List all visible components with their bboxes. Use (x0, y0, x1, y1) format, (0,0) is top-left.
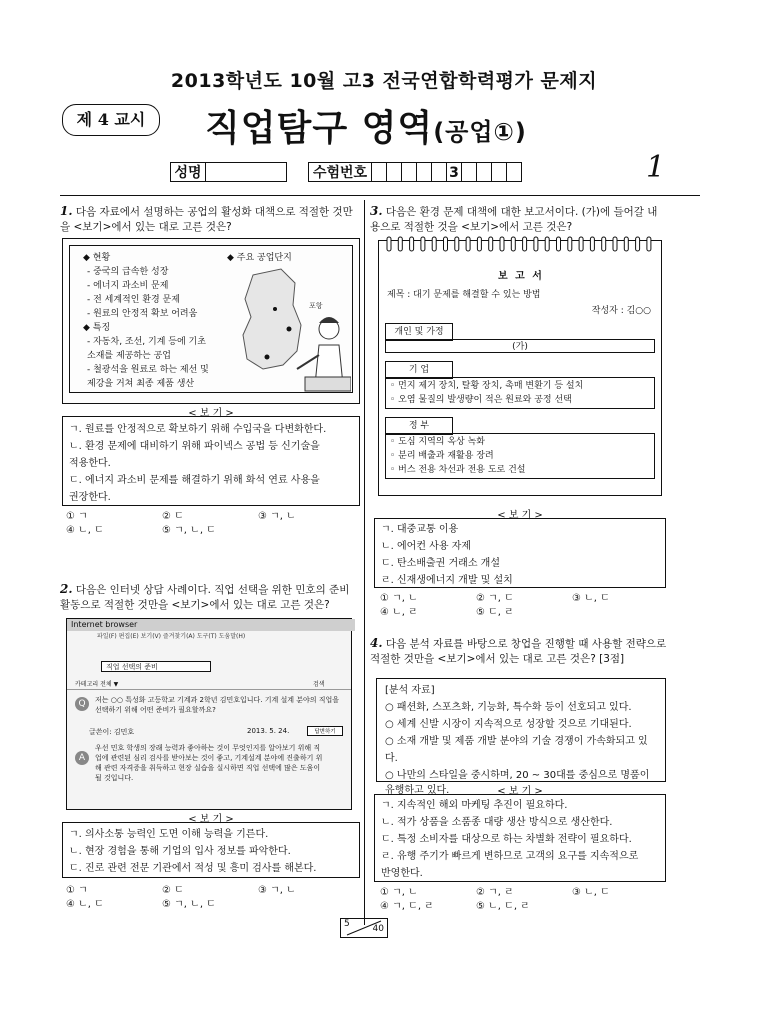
spiral-ring (557, 237, 561, 251)
q3-bogi-item: ㄱ. 대중교통 이용 (381, 524, 459, 535)
spiral-ring (410, 237, 414, 251)
q1-choices (66, 510, 362, 538)
q3-text-line2: 용으로 적절한 것을 <보기>에서 고른 것은? (370, 221, 573, 233)
board-status-item: - 중국의 급속한 성장 (87, 267, 169, 277)
exam-no-cell[interactable] (416, 162, 432, 182)
exam-no-cell[interactable] (491, 162, 507, 182)
analysis-item: ○ 세계 신발 시장이 지속적으로 성장할 것으로 기대된다. (385, 719, 632, 730)
q4-bogi-item: ㄱ. 지속적인 해외 마케팅 추진이 필요하다. (381, 800, 568, 811)
spiral-binding (379, 235, 663, 255)
browser-separator (67, 689, 351, 690)
analysis-title: [분석 자료] (385, 685, 435, 696)
analysis-item: 유행하고 있다. (385, 785, 450, 796)
spiral-ring (568, 237, 572, 251)
q3-choice[interactable]: ⑤ ㄷ, ㄹ (476, 607, 514, 618)
government-item: ◦ 분리 배출과 재활용 장려 (390, 451, 494, 461)
exam-title: 2013학년도 10월 고3 전국연합학력평가 문제지 (170, 70, 598, 92)
column-divider (364, 200, 365, 925)
name-exam-row (170, 162, 522, 182)
page-total: 40 (372, 924, 384, 934)
q4-bogi-box (374, 794, 666, 882)
section-tab-personal: 개인 및 가정 (385, 323, 453, 341)
exam-no-cell[interactable] (461, 162, 477, 182)
q4-text-line2: 적절한 것만을 <보기>에서 있는 대로 고른 것은? [3점] (370, 653, 625, 665)
q1-choice[interactable]: ⑤ ㄱ, ㄴ, ㄷ (162, 525, 216, 536)
spiral-ring (602, 237, 606, 251)
q3-number: 3. (370, 204, 383, 218)
q1-choice[interactable]: ③ ㄱ, ㄴ (258, 511, 296, 522)
board-status-item: - 원료의 안정적 확보 어려움 (87, 309, 198, 319)
spiral-ring (398, 237, 402, 251)
spiral-ring (421, 237, 425, 251)
q2-bogi-heading: < 보 기 > (188, 814, 234, 825)
report-subject: 제목 : 대기 문제를 해결할 수 있는 방법 (387, 290, 541, 300)
board-feature-item: 제강을 거쳐 최종 제품 생산 (87, 379, 195, 389)
page-number: 1 (646, 150, 666, 185)
q3-bogi-item: ㄹ. 신재생에너지 개발 및 설치 (381, 575, 513, 586)
q1-number: 1. (60, 204, 73, 218)
q4-bogi-item: ㄴ. 적가 상품을 소품종 대량 생산 방식으로 생산한다. (381, 817, 613, 828)
q1-bogi-item: ㄷ. 에너지 과소비 문제를 해결하기 위해 화석 연료 사용을 (69, 475, 320, 486)
browser-search-button[interactable]: 검색 (313, 681, 325, 688)
q4-choice[interactable]: ② ㄱ, ㄹ (476, 887, 514, 898)
spiral-ring (523, 237, 527, 251)
q2-text-line2: 활동으로 적절한 것만을 <보기>에서 있는 대로 고른 것은? (60, 599, 330, 611)
analysis-item: ○ 패션화, 스포츠화, 기능화, 특수화 등이 선호되고 있다. (385, 702, 632, 713)
q3-bogi-box (374, 518, 666, 588)
q2-choice[interactable]: ② ㄷ (162, 885, 184, 896)
browser-menu: 파일(F) 편집(E) 보기(V) 즐겨찾기(A) 도구(T) 도움말(H) (97, 633, 246, 640)
q3-bogi-heading: < 보 기 > (497, 510, 543, 521)
q2-choices (66, 884, 362, 912)
browser-question: 저는 ○○ 특성화 고등학교 기계과 2학년 김민호입니다. 기계 설계 분야의 직업을 선택하기 위해 어떤 준비가 필요할까요? (95, 696, 340, 714)
report-author: 작성자 : 김○○ (591, 306, 651, 316)
board-status-item: - 전 세계적인 환경 문제 (87, 295, 180, 305)
q3-choice[interactable]: ② ㄱ, ㄷ (476, 593, 514, 604)
exam-no-cell[interactable] (506, 162, 522, 182)
spiral-ring (466, 237, 470, 251)
company-item: ◦ 먼지 제거 장치, 탈황 장치, 촉매 변환기 등 설치 (390, 381, 584, 391)
q2-choice[interactable]: ① ㄱ (66, 885, 88, 896)
exam-no-cell[interactable] (401, 162, 417, 182)
q2-text-line1: 다음은 인터넷 상담 사례이다. 직업 선택을 위한 민호의 준비 (75, 584, 350, 596)
q1-choice[interactable]: ④ ㄴ, ㄷ (66, 525, 104, 536)
q1-choice[interactable]: ② ㄷ (162, 511, 184, 522)
analysis-item: ○ 소재 개발 및 제품 개발 분야의 기술 경쟁이 가속화되고 있다. (385, 736, 648, 764)
board-map-title: ◆ 주요 공업단지 (227, 253, 292, 263)
q1-board-image (62, 238, 360, 404)
q1-stem (60, 204, 360, 235)
q1-bogi-box (62, 416, 360, 506)
board-feature-item: - 철광석을 원료로 하는 제선 및 (87, 365, 209, 375)
spiral-ring (511, 237, 515, 251)
subject-sub: (공업①) (433, 118, 527, 146)
spiral-ring (624, 237, 628, 251)
spiral-ring (444, 237, 448, 251)
analysis-item: ○ 나만의 스타일을 중시하며, 20 ~ 30대를 중심으로 명품이 (385, 770, 650, 781)
browser-category[interactable]: 카테고리 전체 ▼ (75, 681, 119, 688)
q4-choice[interactable]: ⑤ ㄴ, ㄷ, ㄹ (476, 901, 530, 912)
spiral-ring (636, 237, 640, 251)
q4-number: 4. (370, 636, 383, 650)
q3-choice[interactable]: ③ ㄴ, ㄷ (572, 593, 610, 604)
answer-icon: A (75, 751, 89, 765)
question-icon: Q (75, 697, 89, 711)
report-title: 보 고 서 (498, 271, 544, 282)
spiral-ring (647, 237, 651, 251)
q4-choices (380, 886, 680, 914)
q4-choice[interactable]: ① ㄱ, ㄴ (380, 887, 418, 898)
q1-text-line2: 을 <보기>에서 있는 대로 고른 것은? (60, 221, 232, 233)
spiral-ring (489, 237, 493, 251)
q3-stem (370, 204, 700, 235)
q2-choice[interactable]: ⑤ ㄱ, ㄴ, ㄷ (162, 899, 216, 910)
browser-title: Internet browser (71, 620, 138, 629)
q1-choice[interactable]: ① ㄱ (66, 511, 88, 522)
q2-bogi-item: ㄴ. 현장 경험을 통해 기업의 입사 정보를 파악한다. (69, 846, 291, 857)
q3-text-line1: 다음은 환경 문제 대책에 대한 보고서이다. (가)에 들어갈 내 (385, 206, 658, 218)
q2-choice[interactable]: ④ ㄴ, ㄷ (66, 899, 104, 910)
browser-answer: 우선 민호 학생의 장래 능력과 좋아하는 것이 무엇인지를 알아보기 위해 직업에 관련된 심리 검사를 받아보는 것이 좋고, 기계설계 분야에 진출하기 위해 관련 자격증을 취득하고 현장 실습을 실시하면 직업 선택에 많은 도움이 될 것입니다. (95, 744, 323, 782)
browser-author: 글쓴이: 김민호 (89, 728, 135, 736)
board-status-title: ◆ 현황 (83, 253, 111, 263)
q3-bogi-item: ㄷ. 탄소배출권 거래소 개설 (381, 558, 500, 569)
exam-no-cell[interactable] (431, 162, 447, 182)
company-item: ◦ 오염 물질의 발생량이 적은 원료와 공정 선택 (390, 395, 572, 405)
board-feature-item: - 자동차, 조선, 기계 등에 기초 (87, 337, 206, 347)
q2-choice[interactable]: ③ ㄱ, ㄴ (258, 885, 296, 896)
spiral-ring (545, 237, 549, 251)
spiral-ring (455, 237, 459, 251)
q4-text-line1: 다음 분석 자료를 바탕으로 창업을 진행할 때 사용할 전략으로 (385, 638, 667, 650)
q3-choice[interactable]: ① ㄱ, ㄴ (380, 593, 418, 604)
q4-choice[interactable]: ③ ㄴ, ㄷ (572, 887, 610, 898)
exam-no-cell[interactable] (476, 162, 492, 182)
q4-bogi-item: ㄹ. 유행 주기가 빠르게 변하므로 고객의 요구를 지속적으로 (381, 851, 639, 862)
q4-stem (370, 636, 700, 667)
browser-search-input[interactable]: 직업 선택의 준비 (101, 661, 211, 672)
answer-button[interactable]: 답변하기 (307, 726, 343, 736)
exam-no-digit: 3 (446, 162, 462, 182)
q1-bogi-item: 권장한다. (69, 492, 111, 503)
q1-text-line1: 다음 자료에서 설명하는 공업의 활성화 대책으로 적절한 것만 (75, 206, 353, 218)
q4-bogi-heading: < 보 기 > (497, 786, 543, 797)
q4-bogi-item: 반영한다. (381, 868, 423, 879)
page-current: 5 (344, 919, 350, 929)
header-divider (60, 195, 700, 196)
section-government-body (385, 433, 655, 479)
browser-date: 2013. 5. 24. (247, 727, 290, 735)
exam-no-label: 수험번호 (308, 162, 372, 182)
q2-bogi-box (62, 822, 360, 878)
q1-bogi-item: ㄴ. 환경 문제에 대비하기 위해 파이넥스 공법 등 신기술을 (69, 441, 320, 452)
spiral-ring (387, 237, 391, 251)
browser-titlebar (67, 619, 355, 631)
exam-no-cell[interactable] (386, 162, 402, 182)
q1-bogi-item: 적용한다. (69, 458, 111, 469)
board-feature-title: ◆ 특징 (83, 323, 111, 333)
spiral-ring (500, 237, 504, 251)
board-feature-item: 소재를 제공하는 공업 (87, 351, 171, 361)
section-personal-body: (가) (385, 339, 655, 353)
spiral-ring (432, 237, 436, 251)
spiral-ring (579, 237, 583, 251)
spiral-ring (590, 237, 594, 251)
subject-title (205, 100, 527, 151)
q1-bogi-item: ㄱ. 원료를 안정적으로 확보하기 위해 수입국을 다변화한다. (69, 424, 327, 435)
report-notebook (378, 240, 662, 496)
name-label: 성명 (170, 162, 206, 182)
q3-choices (380, 592, 680, 620)
browser-window (66, 618, 352, 810)
korea-map-and-presenter (223, 265, 351, 397)
q2-stem (60, 582, 360, 613)
section-tab-company: 기 업 (385, 361, 453, 379)
period-badge: 제 4 교시 (62, 104, 160, 136)
q3-bogi-item: ㄴ. 에어컨 사용 자제 (381, 541, 471, 552)
subject-name: 직업탐구 영역 (205, 108, 434, 149)
q2-bogi-item: ㄷ. 진로 관련 전문 기관에서 적성 및 흥미 검사를 해본다. (69, 863, 317, 874)
map-label-pohang: 포항 (309, 302, 323, 310)
section-tab-government: 정 부 (385, 417, 453, 435)
q4-choice[interactable]: ④ ㄱ, ㄷ, ㄹ (380, 901, 434, 912)
spiral-ring (477, 237, 481, 251)
q4-bogi-item: ㄷ. 특정 소비자를 대상으로 하는 차별화 전략이 필요하다. (381, 834, 632, 845)
spiral-ring (534, 237, 538, 251)
section-company-body (385, 377, 655, 409)
q2-bogi-item: ㄱ. 의사소통 능력인 도면 이해 능력을 기른다. (69, 829, 269, 840)
government-item: ◦ 도심 지역의 옥상 녹화 (390, 437, 485, 447)
q3-choice[interactable]: ④ ㄴ, ㄹ (380, 607, 418, 618)
board-status-item: - 에너지 과소비 문제 (87, 281, 169, 291)
q1-bogi-heading: < 보 기 > (188, 408, 234, 419)
spiral-ring (613, 237, 617, 251)
name-field[interactable] (205, 162, 287, 182)
government-item: ◦ 버스 전용 차선과 전용 도로 건설 (390, 465, 526, 475)
page-counter (340, 918, 388, 938)
q2-number: 2. (60, 582, 73, 596)
exam-no-cell[interactable] (371, 162, 387, 182)
